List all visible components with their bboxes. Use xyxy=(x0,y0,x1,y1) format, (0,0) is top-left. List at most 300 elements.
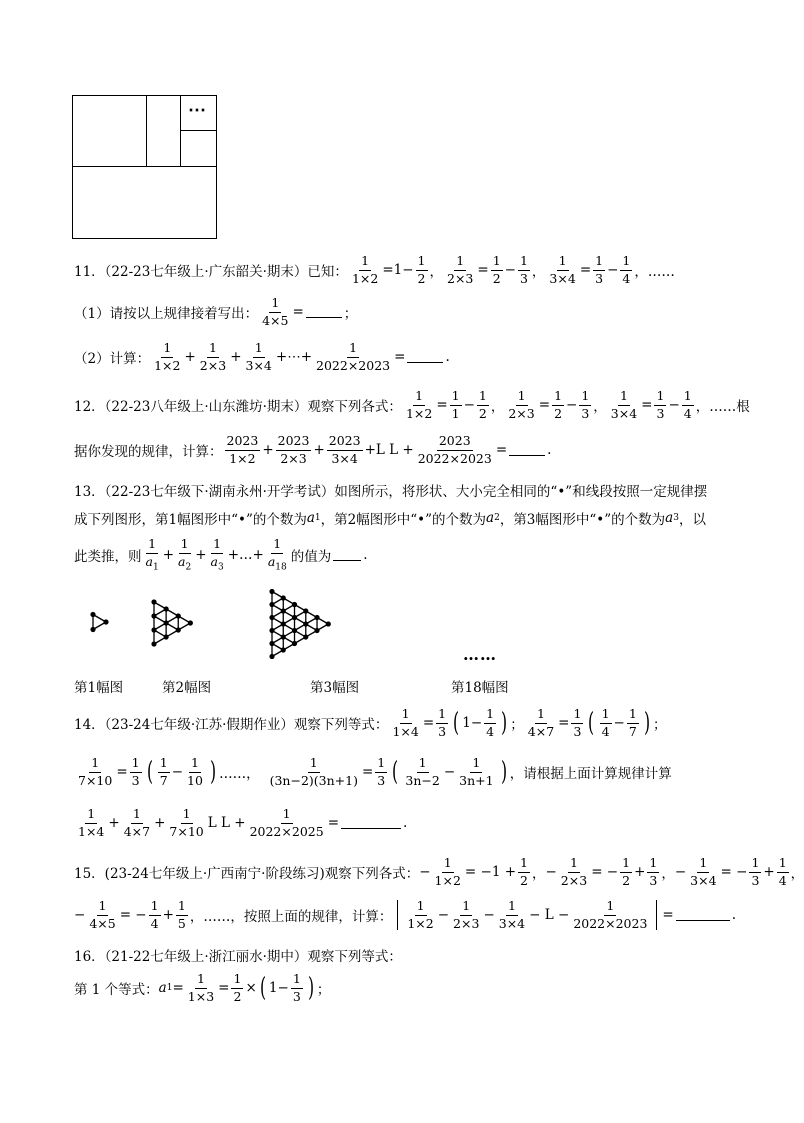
math-text: 3×4 xyxy=(549,270,576,286)
fraction xyxy=(627,708,639,738)
math-text: = xyxy=(422,715,435,731)
math-text: 1 xyxy=(571,708,583,724)
math-text: ； xyxy=(343,306,358,322)
lattice-dot xyxy=(269,654,274,659)
math-text: ， xyxy=(661,866,675,882)
math-text: − xyxy=(443,764,456,780)
fraction xyxy=(144,538,161,572)
fraction xyxy=(314,342,392,372)
math-text: 1 xyxy=(416,255,428,271)
fraction xyxy=(186,973,216,1003)
math-text: − xyxy=(504,262,516,278)
math-text: 4 xyxy=(150,915,159,931)
math-text: − xyxy=(171,764,184,780)
math-text: 3 xyxy=(438,723,447,739)
fraction xyxy=(130,757,142,787)
math-text: 1 xyxy=(149,900,161,916)
math-text: 1 xyxy=(158,757,170,773)
math-text: 1 xyxy=(211,538,223,554)
math-text: = − xyxy=(119,907,147,923)
math-text: 1 xyxy=(400,708,412,724)
math-text: 2 xyxy=(622,872,631,888)
math-text: 2×3 xyxy=(199,357,227,373)
math-text: 1×2 xyxy=(154,357,181,373)
math-text: . xyxy=(731,907,737,923)
math-text: = xyxy=(538,397,551,413)
math-text: 1 xyxy=(347,342,359,358)
fraction xyxy=(777,857,789,887)
math-text: 10 xyxy=(187,772,203,788)
fraction xyxy=(445,255,475,285)
figure-label-2: 第2幅图 xyxy=(162,680,212,696)
math-text: = xyxy=(579,262,592,278)
math-text: = xyxy=(558,715,570,731)
math-text: 7×10 xyxy=(169,823,204,839)
math-text: 4×7 xyxy=(527,723,555,739)
math-text: 2 xyxy=(494,513,500,523)
fraction xyxy=(416,435,494,465)
math-text: a xyxy=(158,980,167,996)
math-text: 1 xyxy=(491,255,503,271)
math-text: 3×4 xyxy=(331,450,358,466)
math-text: 1 xyxy=(189,757,201,773)
math-text: − xyxy=(613,715,625,731)
math-text: 1 xyxy=(89,757,101,773)
math-text: 1 xyxy=(253,342,265,358)
fraction xyxy=(209,538,226,572)
math-text: + xyxy=(262,442,274,458)
math-text: 3 xyxy=(595,270,604,286)
math-text: 1 xyxy=(415,900,427,916)
math-text: 1×2 xyxy=(351,270,379,286)
lattice-dot xyxy=(188,620,193,625)
q12-compute xyxy=(74,430,551,470)
math-text: 1 xyxy=(166,983,173,993)
absolute-value-bar xyxy=(656,900,657,930)
math-text: 1 xyxy=(314,513,321,523)
answer-blank[interactable] xyxy=(333,559,361,561)
math-text: 2023 xyxy=(276,435,312,451)
math-text: = xyxy=(327,815,339,831)
math-text: 3 xyxy=(131,772,140,788)
math-text: 1 xyxy=(176,900,188,916)
math-text: 7 xyxy=(159,772,168,788)
triangle-figure-1 xyxy=(88,610,114,634)
math-text: 2 xyxy=(478,405,487,421)
math-text: = xyxy=(361,764,374,780)
fraction xyxy=(547,255,577,285)
fraction xyxy=(433,857,463,887)
fraction xyxy=(375,757,387,787)
fraction xyxy=(526,708,556,738)
math-text: 1 xyxy=(281,808,293,824)
math-text: $a_1$ xyxy=(145,553,159,572)
math-text: 1 xyxy=(535,708,547,724)
math-text: + xyxy=(230,349,242,365)
math-text: 1 xyxy=(161,342,173,358)
math-text: ， xyxy=(593,399,607,415)
math-text: 16．（21-22七年级上·浙江丽水·期中）观察下列等式： xyxy=(74,949,402,965)
math-text: = xyxy=(172,980,184,996)
math-text: 1 xyxy=(593,255,605,271)
lattice-dot xyxy=(314,615,319,620)
math-text: − xyxy=(607,262,619,278)
math-text: 1 xyxy=(450,390,462,406)
math-text: 11．（22-23七年级上·广东韶关·期末）已知： xyxy=(74,264,348,280)
math-text: 1 xyxy=(552,390,564,406)
lattice-dot xyxy=(151,641,156,646)
fraction xyxy=(291,973,303,1003)
fraction xyxy=(76,757,114,787)
fraction xyxy=(198,342,228,372)
math-text: 1 xyxy=(557,255,569,271)
math-text: × xyxy=(245,980,257,996)
answer-blank[interactable] xyxy=(509,454,545,456)
math-text: ( xyxy=(453,708,460,738)
math-text: 1×2 xyxy=(434,872,461,888)
math-text: + xyxy=(108,815,120,831)
lattice-dot xyxy=(176,613,181,618)
math-text: 1 xyxy=(777,857,789,873)
fraction xyxy=(167,808,205,838)
math-text: 1 xyxy=(618,390,630,406)
q14-line2 xyxy=(74,752,672,792)
math-text: 1 xyxy=(484,708,496,724)
answer-blank[interactable] xyxy=(306,316,342,318)
math-text: 15．(23-24七年级上·广西南宁·阶段练习)观察下列各式： xyxy=(74,866,420,882)
math-text: 1 xyxy=(518,255,530,271)
math-text: 4 xyxy=(683,405,692,421)
math-text: a xyxy=(486,510,495,526)
lattice-dot xyxy=(176,627,181,632)
math-text: 2 xyxy=(492,270,501,286)
math-text: 1 xyxy=(620,255,632,271)
math-text: 1 xyxy=(436,708,448,724)
triangle-figure-3 xyxy=(266,583,408,665)
math-text: $a_3$ xyxy=(210,553,224,572)
math-text: $a_{18}$ xyxy=(267,553,287,572)
math-text: ，第2幅图形中“•”的个数为 xyxy=(320,512,487,528)
fraction xyxy=(484,708,496,738)
fraction xyxy=(518,255,530,285)
math-text: = xyxy=(662,907,674,923)
lattice-dot xyxy=(151,599,156,604)
lattice-dot xyxy=(164,634,169,639)
math-text: 2×3 xyxy=(280,450,307,466)
math-text: 1 xyxy=(627,708,639,724)
math-text: 4 xyxy=(601,723,610,739)
lattice-dot xyxy=(269,615,274,620)
fraction xyxy=(276,435,312,465)
math-text: ) xyxy=(643,708,650,738)
fraction xyxy=(491,255,503,285)
math-text: (3n−2)(3n+1) xyxy=(269,772,358,788)
math-text: 1 xyxy=(195,973,207,989)
math-text: 1 xyxy=(375,757,387,773)
lattice-dot xyxy=(269,602,274,607)
math-text: 1 xyxy=(506,900,518,916)
math-text: 1×2 xyxy=(407,915,434,931)
math-text: +⋯+ xyxy=(275,349,313,365)
math-text: 3 xyxy=(377,772,386,788)
math-text: ， xyxy=(490,399,505,415)
math-text: − xyxy=(668,397,680,413)
fraction xyxy=(231,973,243,1003)
figure-ellipsis: …… xyxy=(463,645,497,664)
math-text: ，第3幅图形中“•”的个数为 xyxy=(499,512,666,528)
math-text: + xyxy=(184,349,196,365)
fraction xyxy=(571,708,583,738)
math-text: = − xyxy=(591,864,619,880)
math-text: = xyxy=(382,262,394,278)
fraction xyxy=(559,857,589,887)
math-text: 12．（22-23八年级上·山东潍坊·期末）观察下列各式： xyxy=(74,399,402,415)
math-text: ， xyxy=(531,866,546,882)
fraction xyxy=(327,435,363,465)
math-text: 1 xyxy=(654,390,666,406)
answer-blank[interactable] xyxy=(341,827,401,829)
math-text: 3 xyxy=(581,405,590,421)
math-text: 1 xyxy=(359,255,371,271)
lattice-dot xyxy=(292,602,297,607)
math-text: 3×4 xyxy=(610,405,638,421)
fraction xyxy=(436,708,448,738)
math-text: 4 xyxy=(486,723,495,739)
math-text: 4 xyxy=(778,872,787,888)
fraction xyxy=(260,297,290,327)
lattice-dot xyxy=(151,613,156,618)
fraction xyxy=(571,900,649,930)
fraction xyxy=(390,708,420,738)
fraction xyxy=(749,857,761,887)
math-text: 1×4 xyxy=(392,723,419,739)
math-text: = xyxy=(116,764,128,780)
fraction xyxy=(477,390,489,420)
math-text: 1×2 xyxy=(405,405,433,421)
absolute-value-bar xyxy=(397,900,398,930)
lattice-dot xyxy=(303,608,308,613)
math-text: 1 xyxy=(269,297,281,313)
lattice-dot xyxy=(269,641,274,646)
math-text: 3 xyxy=(673,513,679,523)
math-text: 3 xyxy=(292,988,301,1004)
math-text: 1 xyxy=(231,973,243,989)
q12-statement xyxy=(74,385,750,425)
lattice-dot xyxy=(151,627,156,632)
math-text: 1×2 xyxy=(229,450,256,466)
math-text: 7 xyxy=(628,723,637,739)
math-text: 3 xyxy=(573,723,582,739)
fraction xyxy=(122,808,152,838)
math-text: 2×3 xyxy=(447,270,474,286)
q11-part2 xyxy=(74,337,450,377)
math-text: + xyxy=(195,547,207,563)
fraction xyxy=(552,390,564,420)
math-text: 13．（22-23七年级下·湖南永州·开学考试）如图所示，将形状、大小完全相同的“•”和线段按照一定规律摆 xyxy=(74,484,708,500)
math-text: = xyxy=(218,980,230,996)
fraction xyxy=(600,708,612,738)
math-text: ，……，按照上面的规律，计算： xyxy=(189,909,393,925)
lattice-dot xyxy=(90,612,95,617)
math-text: 14．（23-24七年级·江苏·假期作业）观察下列等式： xyxy=(74,717,389,733)
fraction xyxy=(152,342,182,372)
math-text: L L + xyxy=(207,815,246,831)
figure-label-3: 第3幅图 xyxy=(310,680,360,696)
math-text: （2）计算： xyxy=(74,351,151,367)
fraction xyxy=(405,900,435,930)
fraction xyxy=(158,757,170,787)
math-text: ( xyxy=(146,757,153,787)
math-text: ) xyxy=(500,757,507,787)
lattice-dot xyxy=(281,621,286,626)
lattice-dot xyxy=(326,621,331,626)
math-text: − xyxy=(419,864,431,880)
math-text: （1）请按以上规律接着写出： xyxy=(74,306,259,322)
fraction xyxy=(647,857,659,887)
figure-ellipsis: ⋯ xyxy=(188,100,206,121)
math-text: a xyxy=(306,510,315,526)
q11-part1 xyxy=(74,292,357,332)
math-text: ( xyxy=(588,708,595,738)
fraction xyxy=(682,390,694,420)
math-text: − xyxy=(470,715,483,731)
math-text: 1 xyxy=(516,390,528,406)
lattice-dot xyxy=(281,634,286,639)
math-text: 2023 xyxy=(225,435,261,451)
math-text: − xyxy=(402,262,414,278)
fraction xyxy=(688,857,718,887)
math-text: 2023 xyxy=(437,435,473,451)
math-text: 7×10 xyxy=(78,772,113,788)
math-text: 2022×2023 xyxy=(417,450,492,466)
lattice-dot xyxy=(292,615,297,620)
math-text: ……， xyxy=(219,766,260,782)
fraction xyxy=(593,255,605,285)
fraction xyxy=(248,808,326,838)
math-text: ) xyxy=(501,708,508,738)
lattice-dot xyxy=(281,595,286,600)
math-text: 2×3 xyxy=(560,872,588,888)
fraction xyxy=(76,808,106,838)
fraction xyxy=(620,255,632,285)
math-text: 2023 xyxy=(327,435,363,451)
math-text: 1 xyxy=(579,390,591,406)
fraction xyxy=(497,900,527,930)
math-text: 1− xyxy=(268,980,289,996)
math-text: + xyxy=(763,864,775,880)
lattice-dot xyxy=(269,589,274,594)
math-text: 1 xyxy=(697,857,709,873)
lattice-dot xyxy=(164,606,169,611)
q16-equation-1 xyxy=(74,968,330,1008)
fraction xyxy=(450,390,462,420)
fraction xyxy=(225,435,261,465)
math-text: 2 xyxy=(417,270,426,286)
math-text: 3×4 xyxy=(498,915,526,931)
fraction xyxy=(654,390,666,420)
math-text: 1 xyxy=(454,255,466,271)
math-text: ) xyxy=(209,757,217,787)
math-text: 2 xyxy=(520,872,528,888)
lattice-dot xyxy=(269,628,274,633)
math-text: ； xyxy=(652,717,667,733)
math-text: 1 xyxy=(477,390,489,406)
math-text: ( xyxy=(259,973,266,1003)
math-text: $a_2$ xyxy=(178,553,192,572)
math-text: = xyxy=(495,442,508,458)
math-text: − xyxy=(74,907,86,923)
math-text: = xyxy=(436,397,448,413)
math-text: 1 xyxy=(413,390,425,406)
q14-statement xyxy=(74,703,666,743)
fraction xyxy=(609,390,639,420)
math-text: . xyxy=(363,547,368,563)
fraction xyxy=(244,342,274,372)
math-text: = xyxy=(641,397,653,413)
math-text: 据你发现的规律，计算： xyxy=(74,444,223,460)
math-text: 1 xyxy=(130,757,142,773)
math-text: 1 xyxy=(181,808,193,824)
answer-blank[interactable] xyxy=(407,361,443,363)
math-text: 1 xyxy=(600,708,612,724)
math-text: − xyxy=(483,907,495,923)
math-text: + xyxy=(162,547,174,563)
math-text: 1 xyxy=(146,538,158,554)
math-text: ； xyxy=(316,982,331,998)
math-text: 1 xyxy=(207,342,219,358)
math-text: ， xyxy=(531,264,546,280)
math-text: +…+ xyxy=(227,547,264,563)
fraction xyxy=(451,900,481,930)
math-text: 1 xyxy=(460,900,472,916)
math-text: ) xyxy=(307,973,314,1003)
math-text: = xyxy=(394,349,406,365)
math-text: 3 xyxy=(751,872,760,888)
figure-label-18: 第18幅图 xyxy=(451,680,509,696)
math-text: ，…… xyxy=(634,264,675,280)
q14-compute xyxy=(74,803,407,843)
math-text: 5 xyxy=(177,915,186,931)
math-text: ，……根 xyxy=(695,399,750,415)
math-text: + xyxy=(634,864,646,880)
lattice-dot xyxy=(292,628,297,633)
q15-line2 xyxy=(74,895,736,935)
q15-statement xyxy=(74,852,804,892)
math-text: 的值为 xyxy=(290,549,332,565)
math-text: 2 xyxy=(233,988,242,1004)
math-text: 4×7 xyxy=(123,823,151,839)
lattice-dot xyxy=(103,619,108,624)
math-text: + xyxy=(154,815,166,831)
math-text: 第 1 个等式： xyxy=(74,982,159,998)
math-text: +L L + xyxy=(364,442,414,458)
math-text: 1 xyxy=(417,757,429,773)
math-text: ，请根据上面计算规律计算 xyxy=(509,766,672,782)
fraction xyxy=(266,538,289,572)
fraction xyxy=(620,857,632,887)
math-text: 1 xyxy=(308,757,320,773)
math-text: 3 xyxy=(656,405,665,421)
figure-label-1: 第1幅图 xyxy=(74,680,124,696)
math-text: 1 xyxy=(462,715,471,731)
math-text: . xyxy=(547,442,552,458)
math-text: 1 xyxy=(682,390,694,406)
math-text: + xyxy=(162,907,174,923)
math-text: = −1 + xyxy=(464,864,517,880)
math-text: 1 xyxy=(518,857,530,873)
answer-blank[interactable] xyxy=(676,919,730,921)
math-text: = xyxy=(477,262,489,278)
